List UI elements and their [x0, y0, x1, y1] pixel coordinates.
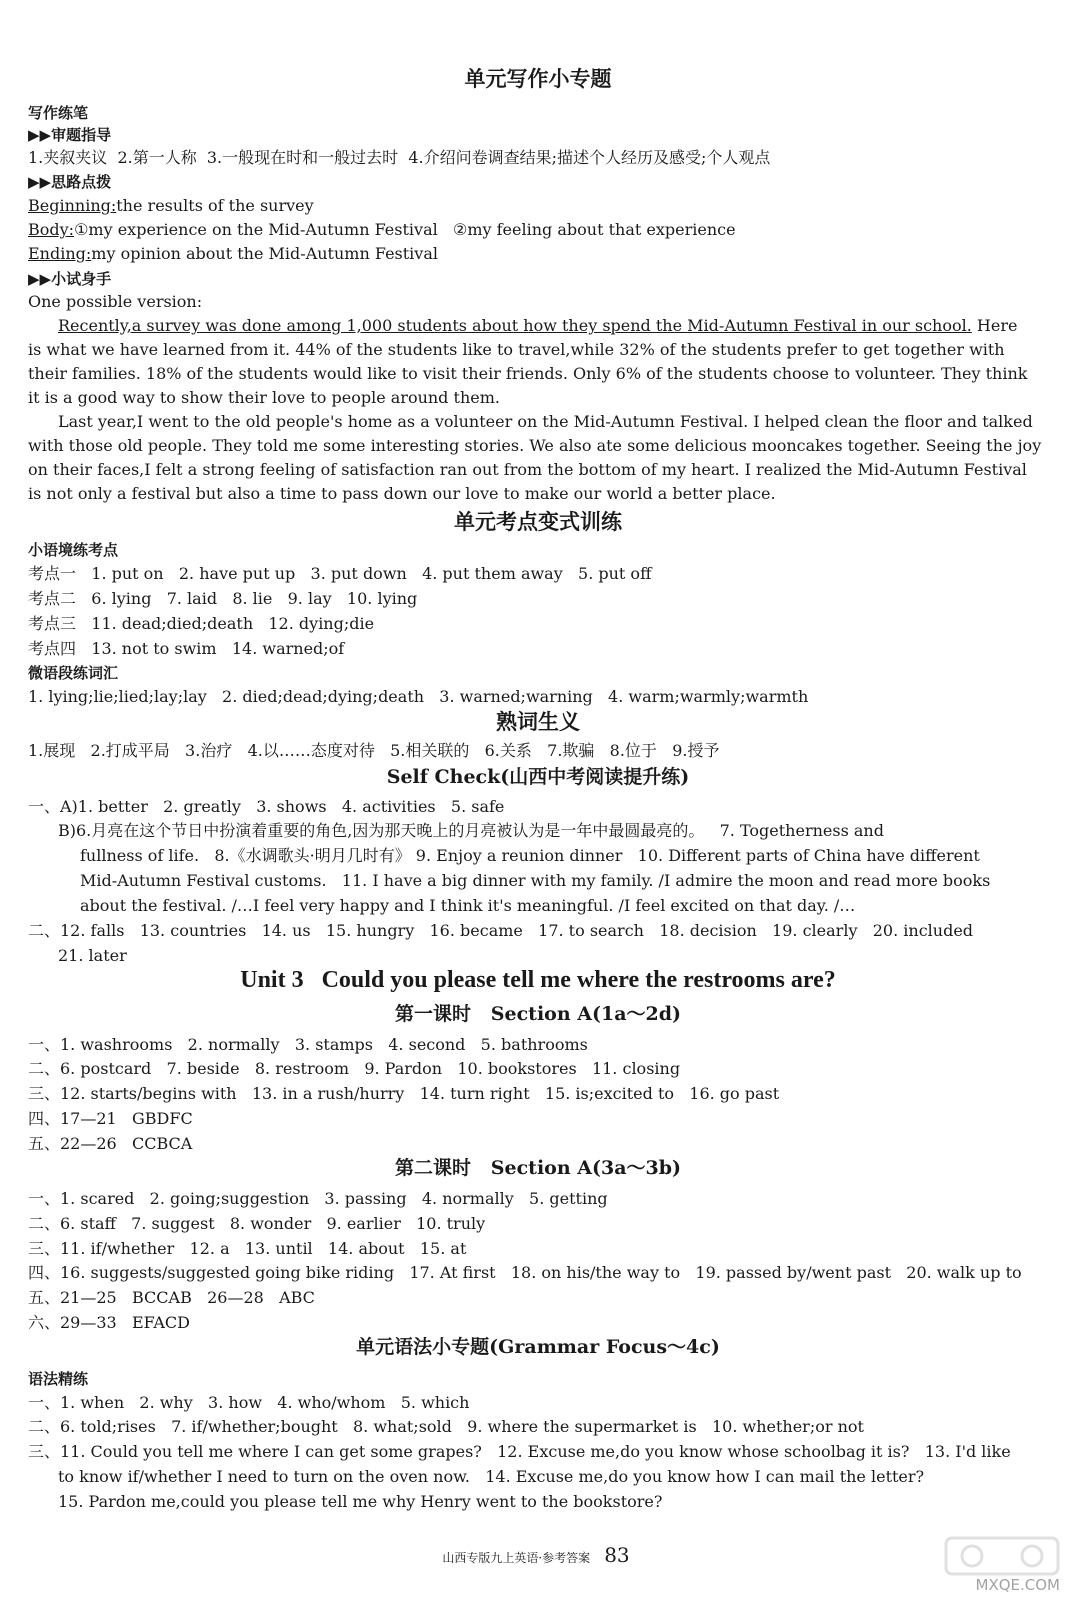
page-number: 83: [604, 1543, 630, 1567]
unit-title: Unit 3 Could you please tell me where the restrooms are?: [240, 967, 836, 993]
vocab-answers: 1. lying;lie;lied;lay;lay 2. died;dead;dying;death 3. warned;warning 4. warm;warmly;warmth: [28, 687, 809, 706]
subheading-weiyuduan: 微语段练词汇: [28, 664, 119, 682]
lesson2-line3: 三、11. if/whether 12. a 13. until 14. about 15. at: [28, 1239, 467, 1258]
selfcheck-b-line2: fullness of life. 8.《水调歌头·明月几时有》 9. Enjoy a reunion dinner 10. Different parts of China have different: [80, 846, 980, 865]
shenti-answers: 1.夹叙夹议 2.第一人称 3.一般现在时和一般过去时 4.介绍问卷调查结果;描述个人经历及感受;个人观点: [28, 148, 771, 167]
section-title-kaodian: 单元考点变式训练: [454, 510, 622, 534]
kaodian-2: 考点二 6. lying 7. laid 8. lie 9. lay 10. lying: [28, 589, 418, 608]
selfcheck-b-line1: B)6.月亮在这个节日中扮演着重要的角色,因为那天晚上的月亮被认为是一年中最圆最亮的。 7. Togetherness and: [58, 821, 884, 840]
lesson1-line2: 二、6. postcard 7. beside 8. restroom 9. Pardon 10. bookstores 11. closing: [28, 1059, 681, 1078]
selfcheck-b-line4: about the festival. /…I feel very happy and I think it's meaningful. /I feel excited on that day. /…: [80, 896, 856, 915]
essay-p1-line1: [58, 315, 1017, 337]
grammar-line3: 三、11. Could you tell me where I can get some grapes? 12. Excuse me,do you know whose schoolbag it is? 13. I'd like: [28, 1442, 1011, 1461]
subheading-silu: ▶▶思路点拨: [28, 173, 112, 191]
lesson2-line4: 四、16. suggests/suggested going bike riding 17. At first 18. on his/the way to 19. passed by/went past 20. walk up to: [28, 1263, 1022, 1282]
subheading-practice: 写作练笔: [28, 104, 89, 122]
outline-body: [28, 219, 736, 241]
kaodian-1: 考点一 1. put on 2. have put up 3. put down 4. put them away 5. put off: [28, 564, 652, 583]
subheading-grammar: 语法精练: [28, 1370, 89, 1388]
subheading-shenti: ▶▶审题指导: [28, 126, 112, 144]
lesson1-line1: 一、1. washrooms 2. normally 3. stamps 4. second 5. bathrooms: [28, 1035, 588, 1054]
lesson1-line5: 五、22—26 CCBCA: [28, 1134, 193, 1153]
grammar-line4: to know if/whether I need to turn on the oven now. 14. Excuse me,do you know how I can mail the letter?: [58, 1467, 925, 1486]
lesson1-line3: 三、12. starts/begins with 13. in a rush/hurry 14. turn right 15. is;excited to 16. go past: [28, 1084, 780, 1103]
shuci-answers: 1.展现 2.打成平局 3.治疗 4.以……态度对待 5.相关联的 6.关系 7.欺骗 8.位于 9.授予: [28, 741, 720, 760]
essay-p2-line1: Last year,I went to the old people's home as a volunteer on the Mid-Autumn Festival. I helped clean the floor and talked: [58, 412, 1033, 431]
grammar-line1: 一、1. when 2. why 3. how 4. who/whom 5. which: [28, 1393, 470, 1412]
lesson1-title: 第一课时 Section A(1a～2d): [394, 1003, 682, 1025]
selfcheck-a: 一、A)1. better 2. greatly 3. shows 4. activities 5. safe: [28, 797, 505, 816]
ending-label: Ending:: [28, 244, 92, 263]
watermark-text: MXQE.COM: [975, 1576, 1060, 1594]
subheading-xiaoyujing: 小语境练考点: [28, 541, 119, 559]
ending-text: my opinion about the Mid-Autumn Festival: [91, 244, 438, 263]
lesson1-line4: 四、17—21 GBDFC: [28, 1109, 193, 1128]
grammar-line5: 15. Pardon me,could you please tell me why Henry went to the bookstore?: [58, 1492, 663, 1511]
section-title-selfcheck: Self Check(山西中考阅读提升练): [386, 766, 690, 788]
essay-p1-line2: is what we have learned from it. 44% of the students like to travel,while 32% of the students prefer to get together with: [28, 340, 1005, 359]
answer-page: [28, 0, 1048, 1600]
essay-p2-line2: with those old people. They told me some interesting stories. We also ate some delicious mooncakes together. Seeing the joy: [28, 436, 1042, 455]
lesson2-line6: 六、29—33 EFACD: [28, 1313, 190, 1332]
outline-beginning: [28, 195, 314, 217]
essay-topic-sentence: Recently,a survey was done among 1,000 students about how they spend the Mid-Autumn Festival in our school.: [58, 316, 972, 335]
essay-p2-line4: is not only a festival but also a time to pass down our love to make our world a better place.: [28, 484, 776, 503]
body-text: ①my experience on the Mid-Autumn Festival ②my feeling about that experience: [74, 220, 736, 239]
lesson2-title: 第二课时 Section A(3a～3b): [394, 1157, 682, 1179]
essay-p1-line4: it is a good way to show their love to people around them.: [28, 388, 500, 407]
selfcheck-c-line1: 二、12. falls 13. countries 14. us 15. hungry 16. became 17. to search 18. decision 19. clearly 20. included: [28, 921, 974, 940]
kaodian-3: 考点三 11. dead;died;death 12. dying;die: [28, 614, 375, 633]
selfcheck-b-line3: Mid-Autumn Festival customs. 11. I have a big dinner with my family. /I admire the moon and read more books: [80, 871, 991, 890]
essay-p1-line3: their families. 18% of the students would like to visit their friends. Only 6% of the students choose to volunteer. They think: [28, 364, 1028, 383]
lesson2-line5: 五、21—25 BCCAB 26—28 ABC: [28, 1288, 315, 1307]
page-footer: [0, 1543, 1072, 1567]
essay-p1-line1-rest: Here: [971, 316, 1018, 335]
grammar-line2: 二、6. told;rises 7. if/whether;bought 8. what;sold 9. where the supermarket is 10. whether;or not: [28, 1417, 864, 1436]
section-title-shuci: 熟词生义: [496, 710, 580, 734]
kaodian-4: 考点四 13. not to swim 14. warned;of: [28, 639, 345, 658]
selfcheck-c-line2: 21. later: [58, 946, 127, 965]
essay-p2-line3: on their faces,I felt a strong feeling of satisfaction ran out from the bottom of my heart. I realized the Mid-Autumn Festival: [28, 460, 1027, 479]
lesson2-line1: 一、1. scared 2. going;suggestion 3. passing 4. normally 5. getting: [28, 1189, 608, 1208]
lesson2-line2: 二、6. staff 7. suggest 8. wonder 9. earlier 10. truly: [28, 1214, 486, 1233]
beginning-text: the results of the survey: [116, 196, 314, 215]
subheading-xiaoshi: ▶▶小试身手: [28, 270, 112, 288]
version-label: One possible version:: [28, 292, 203, 311]
outline-ending: [28, 243, 438, 265]
grammar-title: 单元语法小专题(Grammar Focus～4c): [356, 1336, 720, 1358]
section-title-writing: 单元写作小专题: [464, 67, 612, 91]
footer-label: 山西专版九上英语·参考答案: [442, 1551, 591, 1565]
beginning-label: Beginning:: [28, 196, 117, 215]
body-label: Body:: [28, 220, 75, 239]
